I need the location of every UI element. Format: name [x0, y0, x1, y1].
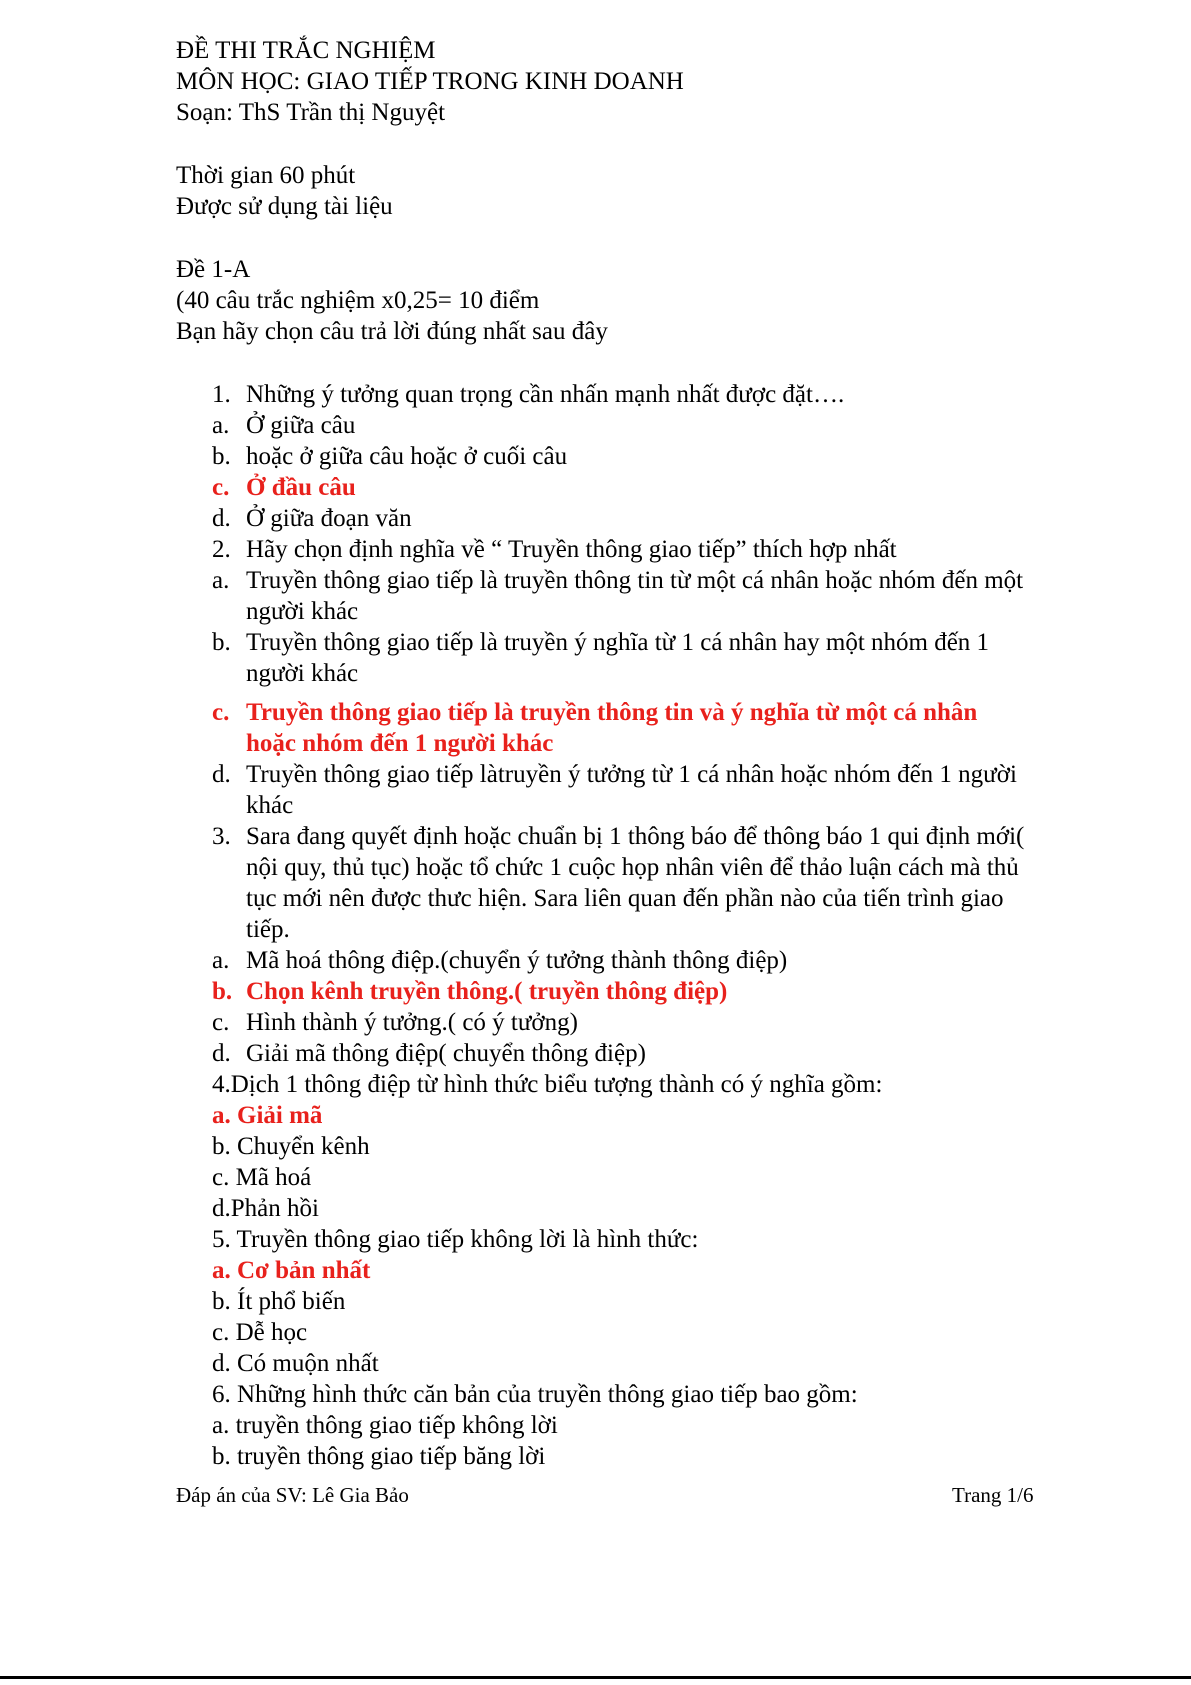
q1-option-a: a. Ở giữa câu: [212, 412, 356, 439]
q2-option-b-cont: người khác: [246, 660, 359, 687]
q4-option-a-correct: a. Giải mã: [212, 1102, 323, 1129]
bottom-rule: [0, 1676, 1191, 1679]
q5-option-d: d. Có muộn nhất: [212, 1350, 379, 1377]
question-5: 5. Truyền thông giao tiếp không lời là hình thức:: [212, 1226, 699, 1253]
question-4: 4.Dịch 1 thông điệp từ hình thức biểu tượng thành có ý nghĩa gồm:: [212, 1071, 883, 1098]
q2-option-c-correct: c. Truyền thông giao tiếp là truyền thông tin và ý nghĩa từ một cá nhân: [212, 699, 978, 726]
question-number: 2.: [212, 536, 231, 563]
author-line: Soạn: ThS Trần thị Nguyệt: [176, 99, 446, 126]
scoring-line: (40 câu trắc nghiệm x0,25= 10 điểm: [176, 287, 540, 314]
instruction-line: Bạn hãy chọn câu trả lời đúng nhất sau đây: [176, 318, 608, 345]
q5-option-b: b. Ít phổ biến: [212, 1288, 346, 1315]
footer-student: Đáp án của SV: Lê Gia Bảo: [176, 1483, 409, 1507]
question-6: 6. Những hình thức căn bản của truyền thông giao tiếp bao gồm:: [212, 1381, 858, 1408]
q1-option-d: d. Ở giữa đoạn văn: [212, 505, 412, 532]
question-text: Hãy chọn định nghĩa về “ Truyền thông giao tiếp” thích hợp nhất: [246, 536, 897, 563]
q2-option-d: d. Truyền thông giao tiếp làtruyền ý tưởng từ 1 cá nhân hoặc nhóm đến 1 người: [212, 761, 1017, 788]
q5-option-c: c. Dễ học: [212, 1319, 308, 1346]
q1-option-b: b. hoặc ở giữa câu hoặc ở cuối câu: [212, 443, 568, 470]
question-2: [212, 534, 897, 565]
question-3-line-2: nội quy, thủ tục) hoặc tổ chức 1 cuộc họp nhân viên để thảo luận cách mà thủ: [246, 854, 1019, 881]
q3-option-b-correct: b. Chọn kênh truyền thông.( truyền thông điệp): [212, 978, 728, 1005]
question-number: 1.: [212, 381, 231, 408]
question-text: Những ý tưởng quan trọng cần nhấn mạnh nhất được đặt….: [246, 381, 845, 408]
materials-line: Được sử dụng tài liệu: [176, 193, 393, 220]
q3-option-c: c. Hình thành ý tưởng.( có ý tưởng): [212, 1009, 578, 1036]
q6-option-b: b. truyền thông giao tiếp băng lời: [212, 1443, 546, 1470]
q2-option-a: a. Truyền thông giao tiếp là truyền thông tin từ một cá nhân hoặc nhóm đến một: [212, 567, 1024, 594]
time-line: Thời gian 60 phút: [176, 162, 356, 189]
exam-code: Đề 1-A: [176, 256, 251, 283]
question-3: [212, 821, 1024, 852]
q1-option-c-correct: c. Ở đầu câu: [212, 474, 356, 501]
subject-line: MÔN HỌC: GIAO TIẾP TRONG KINH DOANH: [176, 68, 684, 95]
q2-option-d-cont: khác: [246, 792, 294, 819]
q2-option-a-cont: người khác: [246, 598, 359, 625]
question-text: Sara đang quyết định hoặc chuẩn bị 1 thông báo để thông báo 1 qui định mới(: [246, 823, 1025, 850]
question-3-line-4: tiếp.: [246, 916, 290, 943]
footer-page-number: Trang 1/6: [952, 1483, 1034, 1507]
q4-option-b: b. Chuyển kênh: [212, 1133, 370, 1160]
question-3-line-3: tục mới nên được thưc hiện. Sara liên quan đến phần nào của tiến trình giao: [246, 885, 1004, 912]
q5-option-a-correct: a. Cơ bản nhất: [212, 1257, 371, 1284]
q2-option-b: b. Truyền thông giao tiếp là truyền ý nghĩa từ 1 cá nhân hay một nhóm đến 1: [212, 629, 990, 656]
q3-option-d: d. Giải mã thông điệp( chuyển thông điệp): [212, 1040, 646, 1067]
question-1: [212, 379, 844, 410]
q4-option-d: d.Phản hồi: [212, 1195, 319, 1222]
question-number: 3.: [212, 823, 231, 850]
q4-option-c: c. Mã hoá: [212, 1164, 312, 1191]
exam-title: ĐỀ THI TRẮC NGHIỆM: [176, 37, 436, 64]
q2-option-c-cont: hoặc nhóm đến 1 người khác: [246, 730, 554, 757]
q6-option-a: a. truyền thông giao tiếp không lời: [212, 1412, 558, 1439]
q3-option-a: a. Mã hoá thông điệp.(chuyển ý tưởng thành thông điệp): [212, 947, 788, 974]
